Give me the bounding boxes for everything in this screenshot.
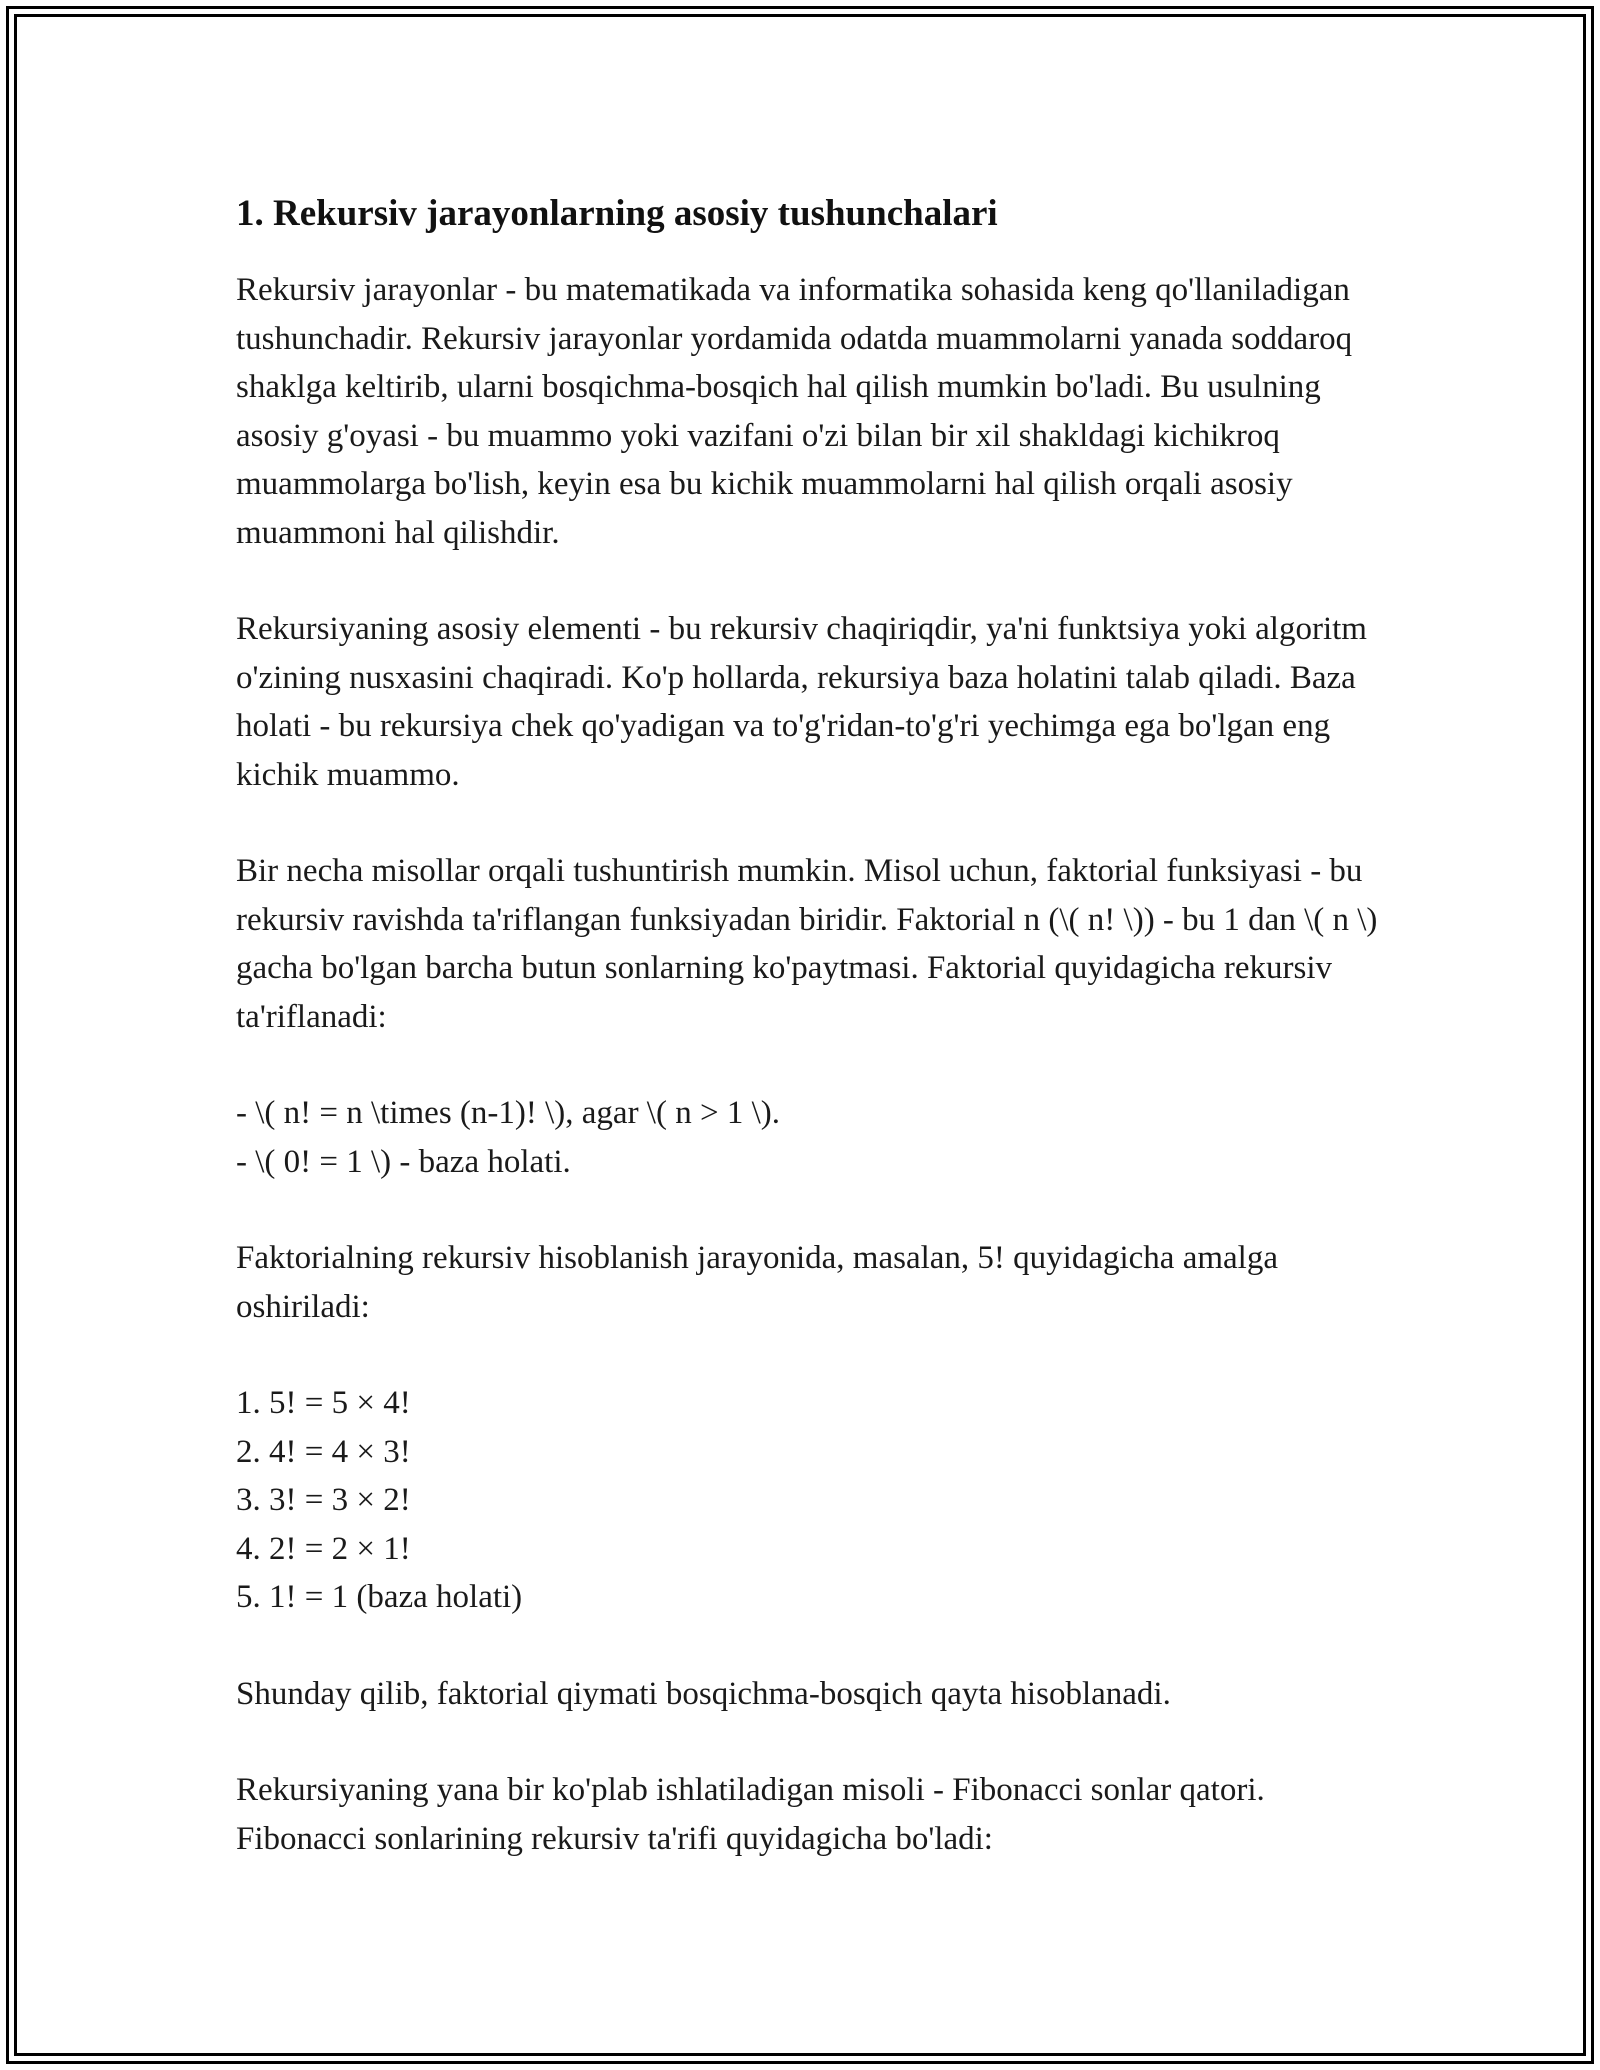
paragraph-conclusion: Shunday qilib, faktorial qiymati bosqichma-bosqich qayta hisoblanadi.	[236, 1675, 1171, 1712]
list-item: 1. 5! = 5 × 4!	[236, 1385, 411, 1421]
paragraph-factorial-intro: Bir necha misollar orqali tushuntirish mumkin. Misol uchun, faktorial funksiyasi - bu rekursiv ravishda ta'riflangan funksiyadan biridir. Faktorial n (\( n! \)) - bu 1 dan \( n \) gacha bo'lgan barcha butun sonlarning ko'paytmasi. Faktorial quyidagicha rekursiv ta'riflanadi:	[236, 853, 1378, 1035]
factorial-steps-list	[236, 1379, 1386, 1622]
list-item: 4. 2! = 2 × 1!	[236, 1530, 411, 1567]
list-item: 5. 1! = 1 (baza holati)	[236, 1579, 523, 1615]
list-item: 2. 4! = 4 × 3!	[236, 1433, 411, 1470]
section-heading: 1. Rekursiv jarayonlarning asosiy tushunchalari	[236, 193, 998, 234]
document-body	[236, 186, 1386, 1911]
paragraph-fibonacci: Rekursiyaning yana bir ko'plab ishlatiladigan misoli - Fibonacci sonlar qatori. Fibonacci sonlarining rekursiv ta'rifi quyidagicha bo'ladi:	[236, 1772, 1265, 1857]
definition-line: - \( n! = n \times (n-1)! \), agar \( n > 1 \).	[236, 1095, 780, 1131]
factorial-definition	[236, 1089, 1386, 1186]
paragraph-intro: Rekursiv jarayonlar - bu matematikada va informatika sohasida keng qo'llaniladigan tushunchadir. Rekursiv jarayonlar yordamida odatda muammolarni yanada soddaroq shaklga keltirib, ularni bosqichma-bosqich hal qilish mumkin bo'ladi. Bu usulning asosiy g'oyasi - bu muammo yoki vazifani o'zi bilan bir xil shakldagi kichikroq muammolarga bo'lish, keyin esa bu kichik muammolarni hal qilish orqali asosiy muammoni hal qilishdir.	[236, 272, 1353, 551]
definition-line: - \( 0! = 1 \) - baza holati.	[236, 1143, 571, 1180]
paragraph-factorial-example: Faktorialning rekursiv hisoblanish jarayonida, masalan, 5! quyidagicha amalga oshiriladi:	[236, 1240, 1278, 1325]
list-item: 3. 3! = 3 × 2!	[236, 1482, 411, 1518]
paragraph-recursive-call: Rekursiyaning asosiy elementi - bu rekursiv chaqiriqdir, ya'ni funktsiya yoki algoritm o'zining nusxasini chaqiradi. Ko'p hollarda, rekursiya baza holatini talab qiladi. Baza holati - bu rekursiya chek qo'yadigan va to'g'ridan-to'g'ri yechimga ega bo'lgan eng kichik muammo.	[236, 611, 1367, 793]
